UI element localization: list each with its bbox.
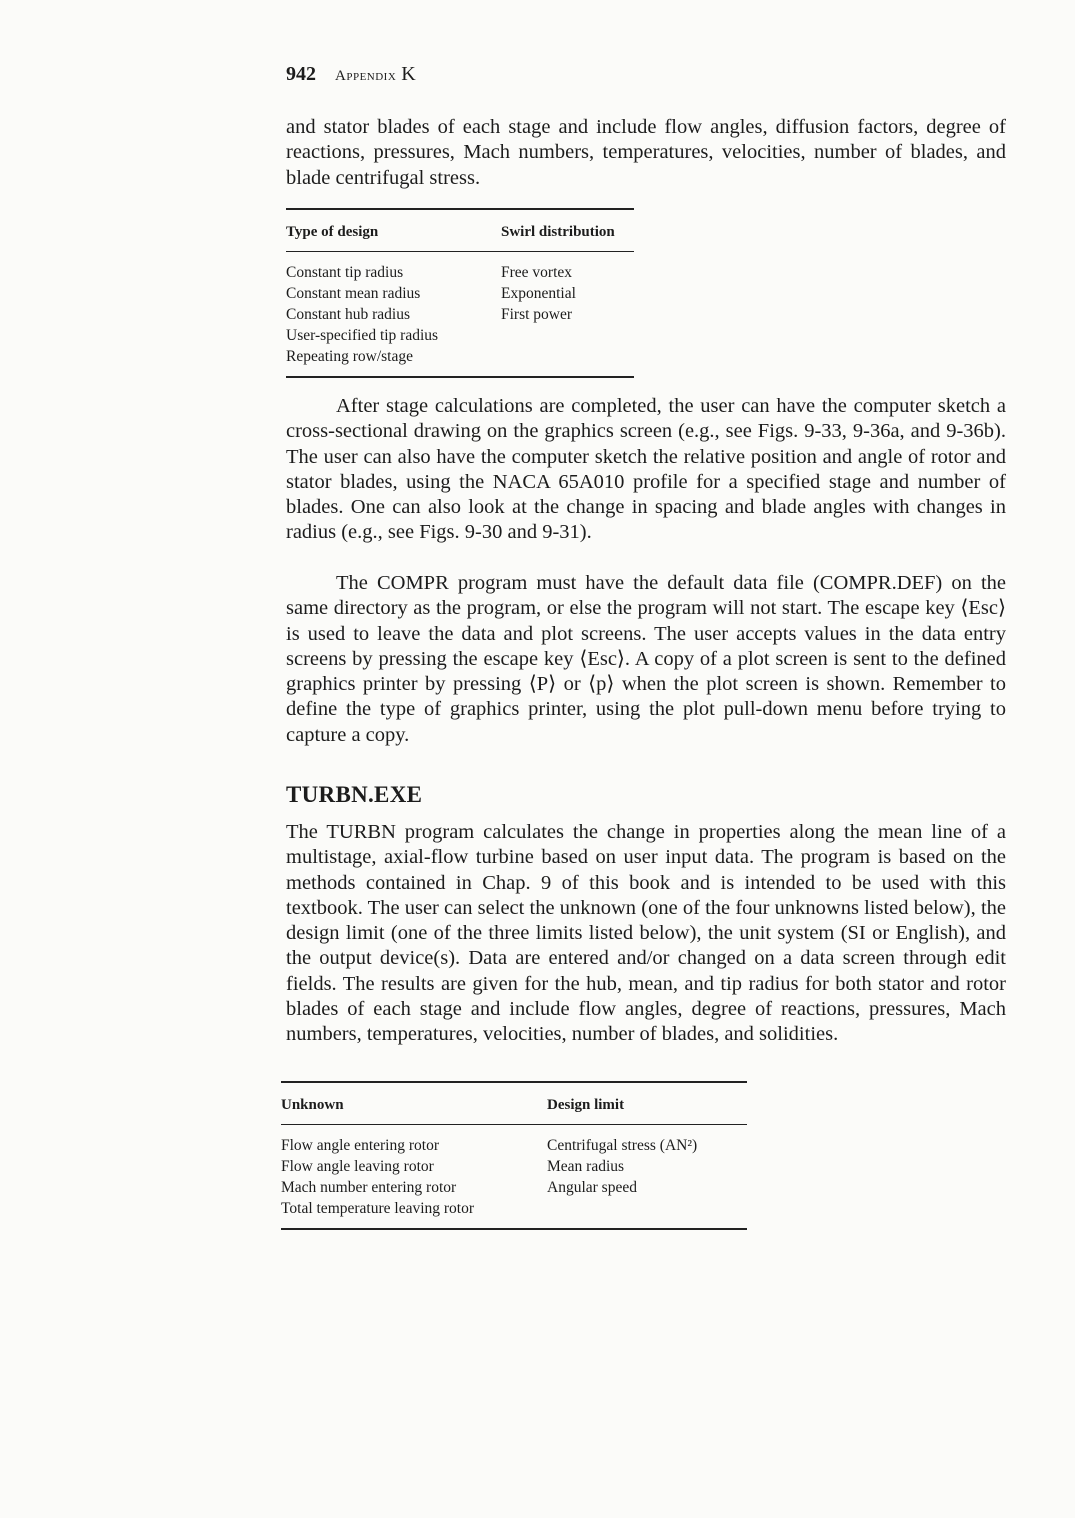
table-cell (547, 1198, 747, 1229)
table-cell: Exponential (501, 285, 576, 302)
paragraph-turbn-program: The TURBN program calculates the change in properties along the mean line of a multistage, axial-flow turbine based on user input data. The program is based on the methods contained in Chap. 9 of this book and is intended to be used with this textbook. The user can select the unknown (one of the four unknowns listed below), the design limit (one of the three limits listed below), the unit system (SI or English), and the output device(s). Data are entered and/or changed on a data screen through edit fields. The results are given for the hub, mean, and tip radius for both stator and rotor blades of each stage and include flow angles, degree of reactions, pressures, Mach numbers, temperatures, velocities, number of blades, and solidities. (286, 821, 1006, 1046)
table-cell (501, 325, 634, 346)
appendix-label: Appendix (335, 68, 397, 84)
header-swirl-distribution: Swirl distribution (501, 209, 634, 252)
table-cell: User-specified tip radius (286, 327, 439, 344)
paragraph-stage-calculations: After stage calculations are completed, the user can have the computer sketch a cross-sectional drawing on the graphics screen (e.g., see Figs. 9-33, 9-36a, and 9-36b). The user can also have the computer sketch the relative position and angle of rotor and stator blades, using the NACA 65A010 profile for a specified stage and number of blades. One can also look at the change in spacing and blade angles with changes in radius (e.g., see Figs. 9-30 and 9-31). (286, 395, 1006, 544)
table-row (281, 1125, 747, 1157)
table-cell: First power (501, 306, 573, 323)
header-type-of-design: Type of design (286, 209, 501, 252)
table-row (281, 1177, 747, 1198)
table-cell: Centrifugal stress (AN²) (547, 1137, 698, 1154)
page-number: 942 (286, 63, 316, 85)
table-cell: Mach number entering rotor (281, 1179, 457, 1196)
header-design-limit: Design limit (547, 1082, 747, 1125)
table-row (286, 252, 634, 284)
table-cell: Total temperature leaving rotor (281, 1198, 547, 1229)
running-head (286, 62, 416, 88)
paragraph-continuation: and stator blades of each stage and include flow angles, diffusion factors, degree of reactions, pressures, Mach numbers, temperatures, velocities, number of blades, and blade centrifugal stress. (286, 116, 1006, 189)
table-cell: Constant tip radius (286, 264, 404, 281)
table-cell: Flow angle leaving rotor (281, 1158, 434, 1175)
table-cell: Flow angle entering rotor (281, 1137, 439, 1154)
table-header-row (281, 1082, 747, 1125)
unknown-design-limit-table (281, 1081, 747, 1230)
table-cell: Constant mean radius (286, 285, 421, 302)
table-header-row (286, 209, 634, 252)
table-cell: Mean radius (547, 1158, 625, 1175)
table-row (286, 346, 634, 377)
paragraph-compr-program: The COMPR program must have the default data file (COMPR.DEF) on the same directory as the program, or else the program will not start. The escape key ⟨Esc⟩ is used to leave the data and plot screens. The user accepts values in the data entry screens by pressing the escape key ⟨Esc⟩. A copy of a plot screen is sent to the defined graphics printer by pressing ⟨P⟩ or ⟨p⟩ when the plot screen is shown. Remember to define the type of graphics printer, using the plot pull-down menu before trying to capture a copy. (286, 572, 1006, 746)
table-cell: Repeating row/stage (286, 346, 501, 377)
table-row (286, 283, 634, 304)
table-row (281, 1156, 747, 1177)
table-row (281, 1198, 747, 1229)
appendix-letter: K (401, 63, 416, 85)
table-cell: Free vortex (501, 264, 573, 281)
table-cell (501, 346, 634, 377)
header-unknown: Unknown (281, 1082, 547, 1125)
section-heading: TURBN.EXE (286, 782, 423, 807)
design-type-table (286, 208, 634, 378)
table-row (286, 304, 634, 325)
table-cell: Angular speed (547, 1179, 637, 1196)
table-row (286, 325, 634, 346)
table-cell: Constant hub radius (286, 306, 410, 323)
